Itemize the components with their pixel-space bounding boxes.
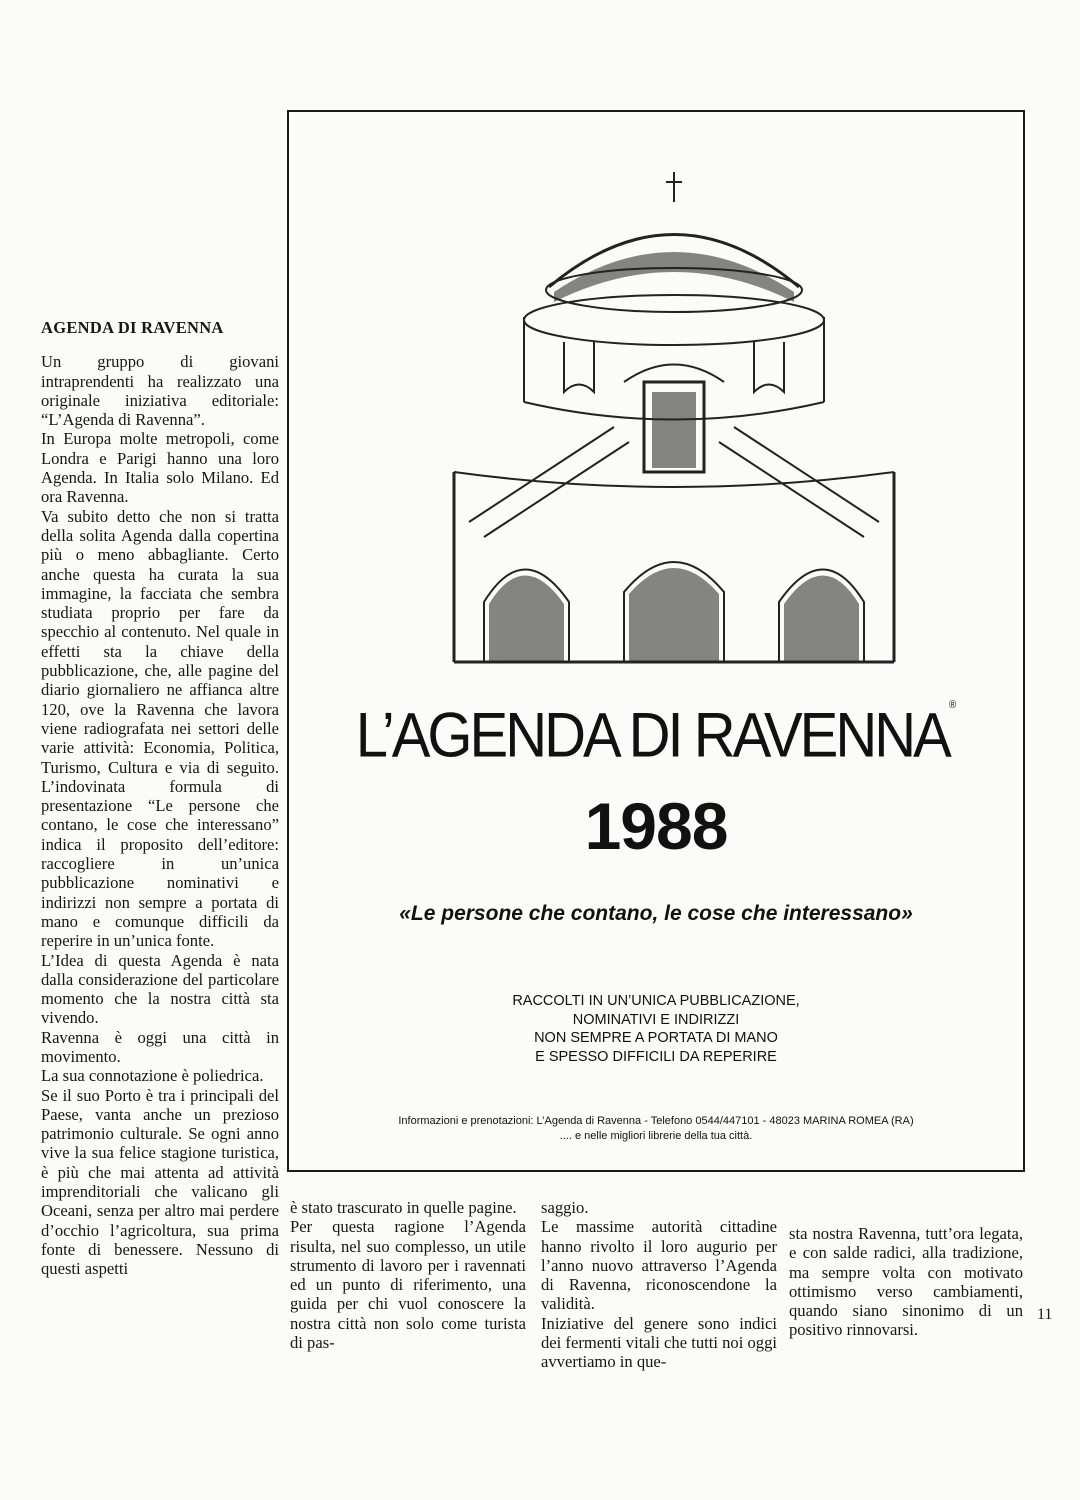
ad-feature-line: NON SEMPRE A PORTATA DI MANO [534,1030,778,1046]
article-paragraph: sta nostra Ravenna, tutt’ora legata, e con salde radici, alla tradizione, ma sempre volta con motivato ottimismo verso cambiamenti, quando siano sinonimo di un positivo rinnovarsi. [789,1224,1023,1340]
ad-feature-line: NOMINATIVI E INDIRIZZI [572,1011,740,1028]
article-paragraph: Iniziative del genere sono indici dei fermenti vitali che tutti noi oggi avvertiamo in que- [541,1313,777,1372]
article-paragraph: Se il suo Porto è tra i principali del Paese, vanta anche un prezioso patrimonio culturale. Se ogni anno vive la sua felice stagione turistica, è più che mai attenta ad attività imprenditoriali che valicano gli Oceani, senza per altro mai perdere d’occhio l’agricoltura, sua prima fonte di benessere. Nessuno di questi aspetti [41,1085,279,1279]
article-column-2 [290,1198,526,1352]
article-paragraph: saggio. [541,1198,589,1217]
registered-mark: ® [948,699,957,712]
ad-title [289,699,1023,771]
article-column-4 [789,1224,1023,1340]
article-paragraph: Un gruppo di giovani intraprendenti ha realizzato una originale iniziativa editoriale: “L’Agenda di Ravenna”. [41,352,279,430]
article-paragraph: Le massime autorità cittadine hanno rivolto il loro augurio per l’anno nuovo attraverso l’Agenda di Ravenna, riconoscendone la validità. [541,1217,777,1314]
article-paragraph: Per questa ragione l’Agenda risulta, nel suo complesso, un utile strumento di lavoro per i ravennati ed un punto di riferimento, una guida per chi vuol conoscere la nostra città non solo come turista di pas- [290,1217,526,1353]
ad-contact-line: .... e nelle migliori librerie della tua città. [559,1130,753,1142]
article-paragraph: In Europa molte metropoli, come Londra e Parigi hanno una loro Agenda. In Italia solo Milano. Ed ora Ravenna. [41,429,279,507]
ad-feature-line: E SPESSO DIFFICILI DA REPERIRE [535,1048,777,1065]
ad-contact-line: Informazioni e prenotazioni: L’Agenda di Ravenna - Telefono 0544/447101 - 48023 MARINA ROMEA (RA) [398,1115,914,1127]
article-paragraph: L’Idea di questa Agenda è nata dalla considerazione del particolare momento che la nostra città sta vivendo. [41,950,279,1028]
article-column-1 [41,318,279,1279]
article-paragraph: Ravenna è oggi una città in movimento. [41,1027,279,1066]
ad-features [289,992,1023,1066]
ad-title-text: L’AGENDA DI RAVENNA [355,700,949,771]
ad-year: 1988 [584,789,728,863]
article-paragraph: La sua connotazione è poliedrica. [41,1066,264,1086]
ad-feature-line: RACCOLTI IN UN’UNICA PUBBLICAZIONE, [512,993,800,1009]
mausoleum-illustration [374,142,994,702]
article-column-3 [541,1198,777,1372]
ad-contact-info [289,1114,1023,1144]
article-paragraph: è stato trascurato in quelle pagine. [290,1198,517,1217]
article-heading: AGENDA DI RAVENNA [41,318,224,337]
ad-slogan: «Le persone che contano, le cose che interessano» [399,902,913,925]
page-number: 11 [1037,1306,1053,1323]
advertisement [287,110,1025,1172]
article-paragraph: Va subito detto che non si tratta della solita Agenda dalla copertina più o meno abbagliante. Certo anche questa ha curata la sua immagine, la facciata che sembra studiata proprio per fare da specchio al contenuto. Nel quale in effetti sta la chiave della pubblicazione, che, alle pagine del diario giornaliero ne affianca altre 120, ove la Ravenna che lavora viene radiografata nei settori delle varie attività: Economia, Politica, Turismo, Cultura e via di seguito. L’indovinata formula di presentazione “Le persone che contano, le cose che interessano” indica il proposito dell’editore: raccogliere in un’unica pubblicazione nominativi e indirizzi non sempre a portata di mano e comunque difficili da reperire in un’unica fonte. [41,506,279,951]
